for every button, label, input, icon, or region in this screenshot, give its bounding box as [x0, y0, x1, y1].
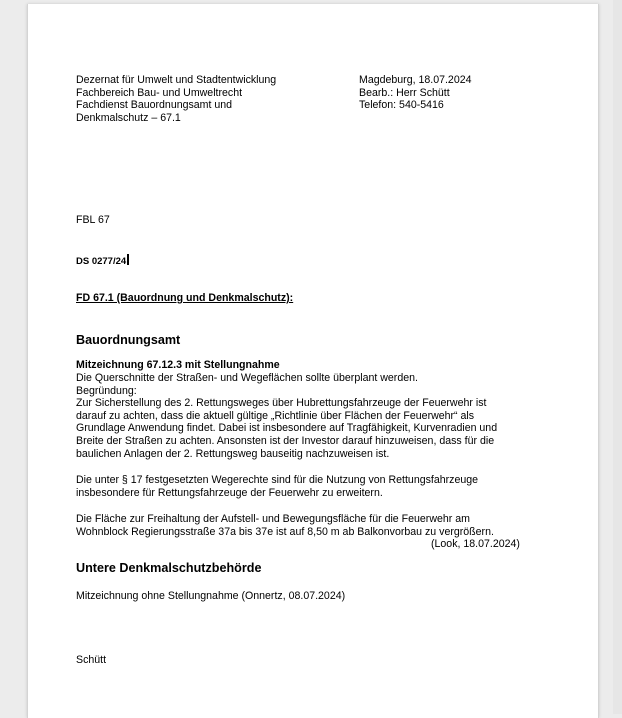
header-left-line: Fachdienst Bauordnungsamt und — [76, 99, 233, 112]
document-page — [27, 4, 599, 718]
signature: Schütt — [76, 654, 107, 666]
header-right — [359, 74, 472, 112]
section-bauordnungsamt-signoff: (Look, 18.07.2024) — [431, 538, 520, 550]
fd-heading: FD 67.1 (Bauordnung und Denkmalschutz): — [76, 292, 294, 304]
paragraph-line: insbesondere für Rettungsfahrzeuge der Feuerwehr zu erweitern. — [76, 486, 383, 499]
ds-number-line — [76, 254, 129, 269]
text-cursor — [127, 254, 129, 265]
header-left-line: Dezernat für Umwelt und Stadtentwicklung — [76, 74, 277, 86]
paragraph-line: Die unter § 17 festgesetzten Wegerechte sind für die Nutzung von Rettungsfahrzeuge — [76, 474, 479, 486]
paragraph-line: Begründung: — [76, 384, 137, 397]
ds-number: DS 0277/24 — [76, 256, 127, 267]
header-left-line: Denkmalschutz – 67.1 — [76, 111, 181, 124]
header-right-line: Telefon: 540-5416 — [359, 99, 444, 112]
header-right-line: Magdeburg, 18.07.2024 — [359, 74, 472, 86]
recipient: FBL 67 — [76, 214, 110, 226]
paragraph-line: Die Fläche zur Freihaltung der Aufstell- und Bewegungsfläche für die Feuerwehr am — [76, 513, 470, 525]
section-bauordnungsamt-subtitle: Mitzeichnung 67.12.3 mit Stellungnahme — [76, 359, 280, 371]
paragraph-begruendung — [76, 372, 497, 460]
paragraph-wegerechte — [76, 474, 478, 499]
paragraph-line: Die Querschnitte der Straßen- und Wegeflächen sollte überplant werden. — [76, 372, 418, 384]
section-bauordnungsamt-title: Bauordnungsamt — [76, 333, 181, 347]
paragraph-line: Breite der Straßen zu achten. Ansonsten ist der Investor darauf hinzuweisen, dass für die — [76, 434, 495, 447]
section-denkmalschutz-title: Untere Denkmalschutzbehörde — [76, 561, 262, 575]
header-right-line: Bearb.: Herr Schütt — [359, 86, 450, 99]
paragraph-line: darauf zu achten, dass die aktuell gültige „Richtlinie über Flächen der Feuerwehr“ als — [76, 409, 475, 422]
paragraph-line: baulichen Anlagen der 2. Rettungsweg bauseitig nachzuweisen ist. — [76, 447, 390, 460]
paragraph-line: Wohnblock Regierungsstraße 37a bis 37e ist auf 8,50 m ab Balkonvorbau zu vergrößern. — [76, 525, 494, 538]
paragraph-aufstellflaeche — [76, 513, 494, 538]
paragraph-line: Grundlage Anwendung findet. Dabei ist insbesondere auf Tragfähigkeit, Kurvenradien und — [76, 422, 498, 435]
paragraph-line: Zur Sicherstellung des 2. Rettungsweges über Hubrettungsfahrzeuge der Feuerwehr ist — [76, 397, 487, 410]
header-left — [76, 74, 276, 124]
window-edge — [613, 0, 622, 714]
header-left-line: Fachbereich Bau- und Umweltrecht — [76, 86, 243, 99]
section-denkmalschutz-text: Mitzeichnung ohne Stellungnahme (Onnertz, 08.07.2024) — [76, 590, 346, 602]
